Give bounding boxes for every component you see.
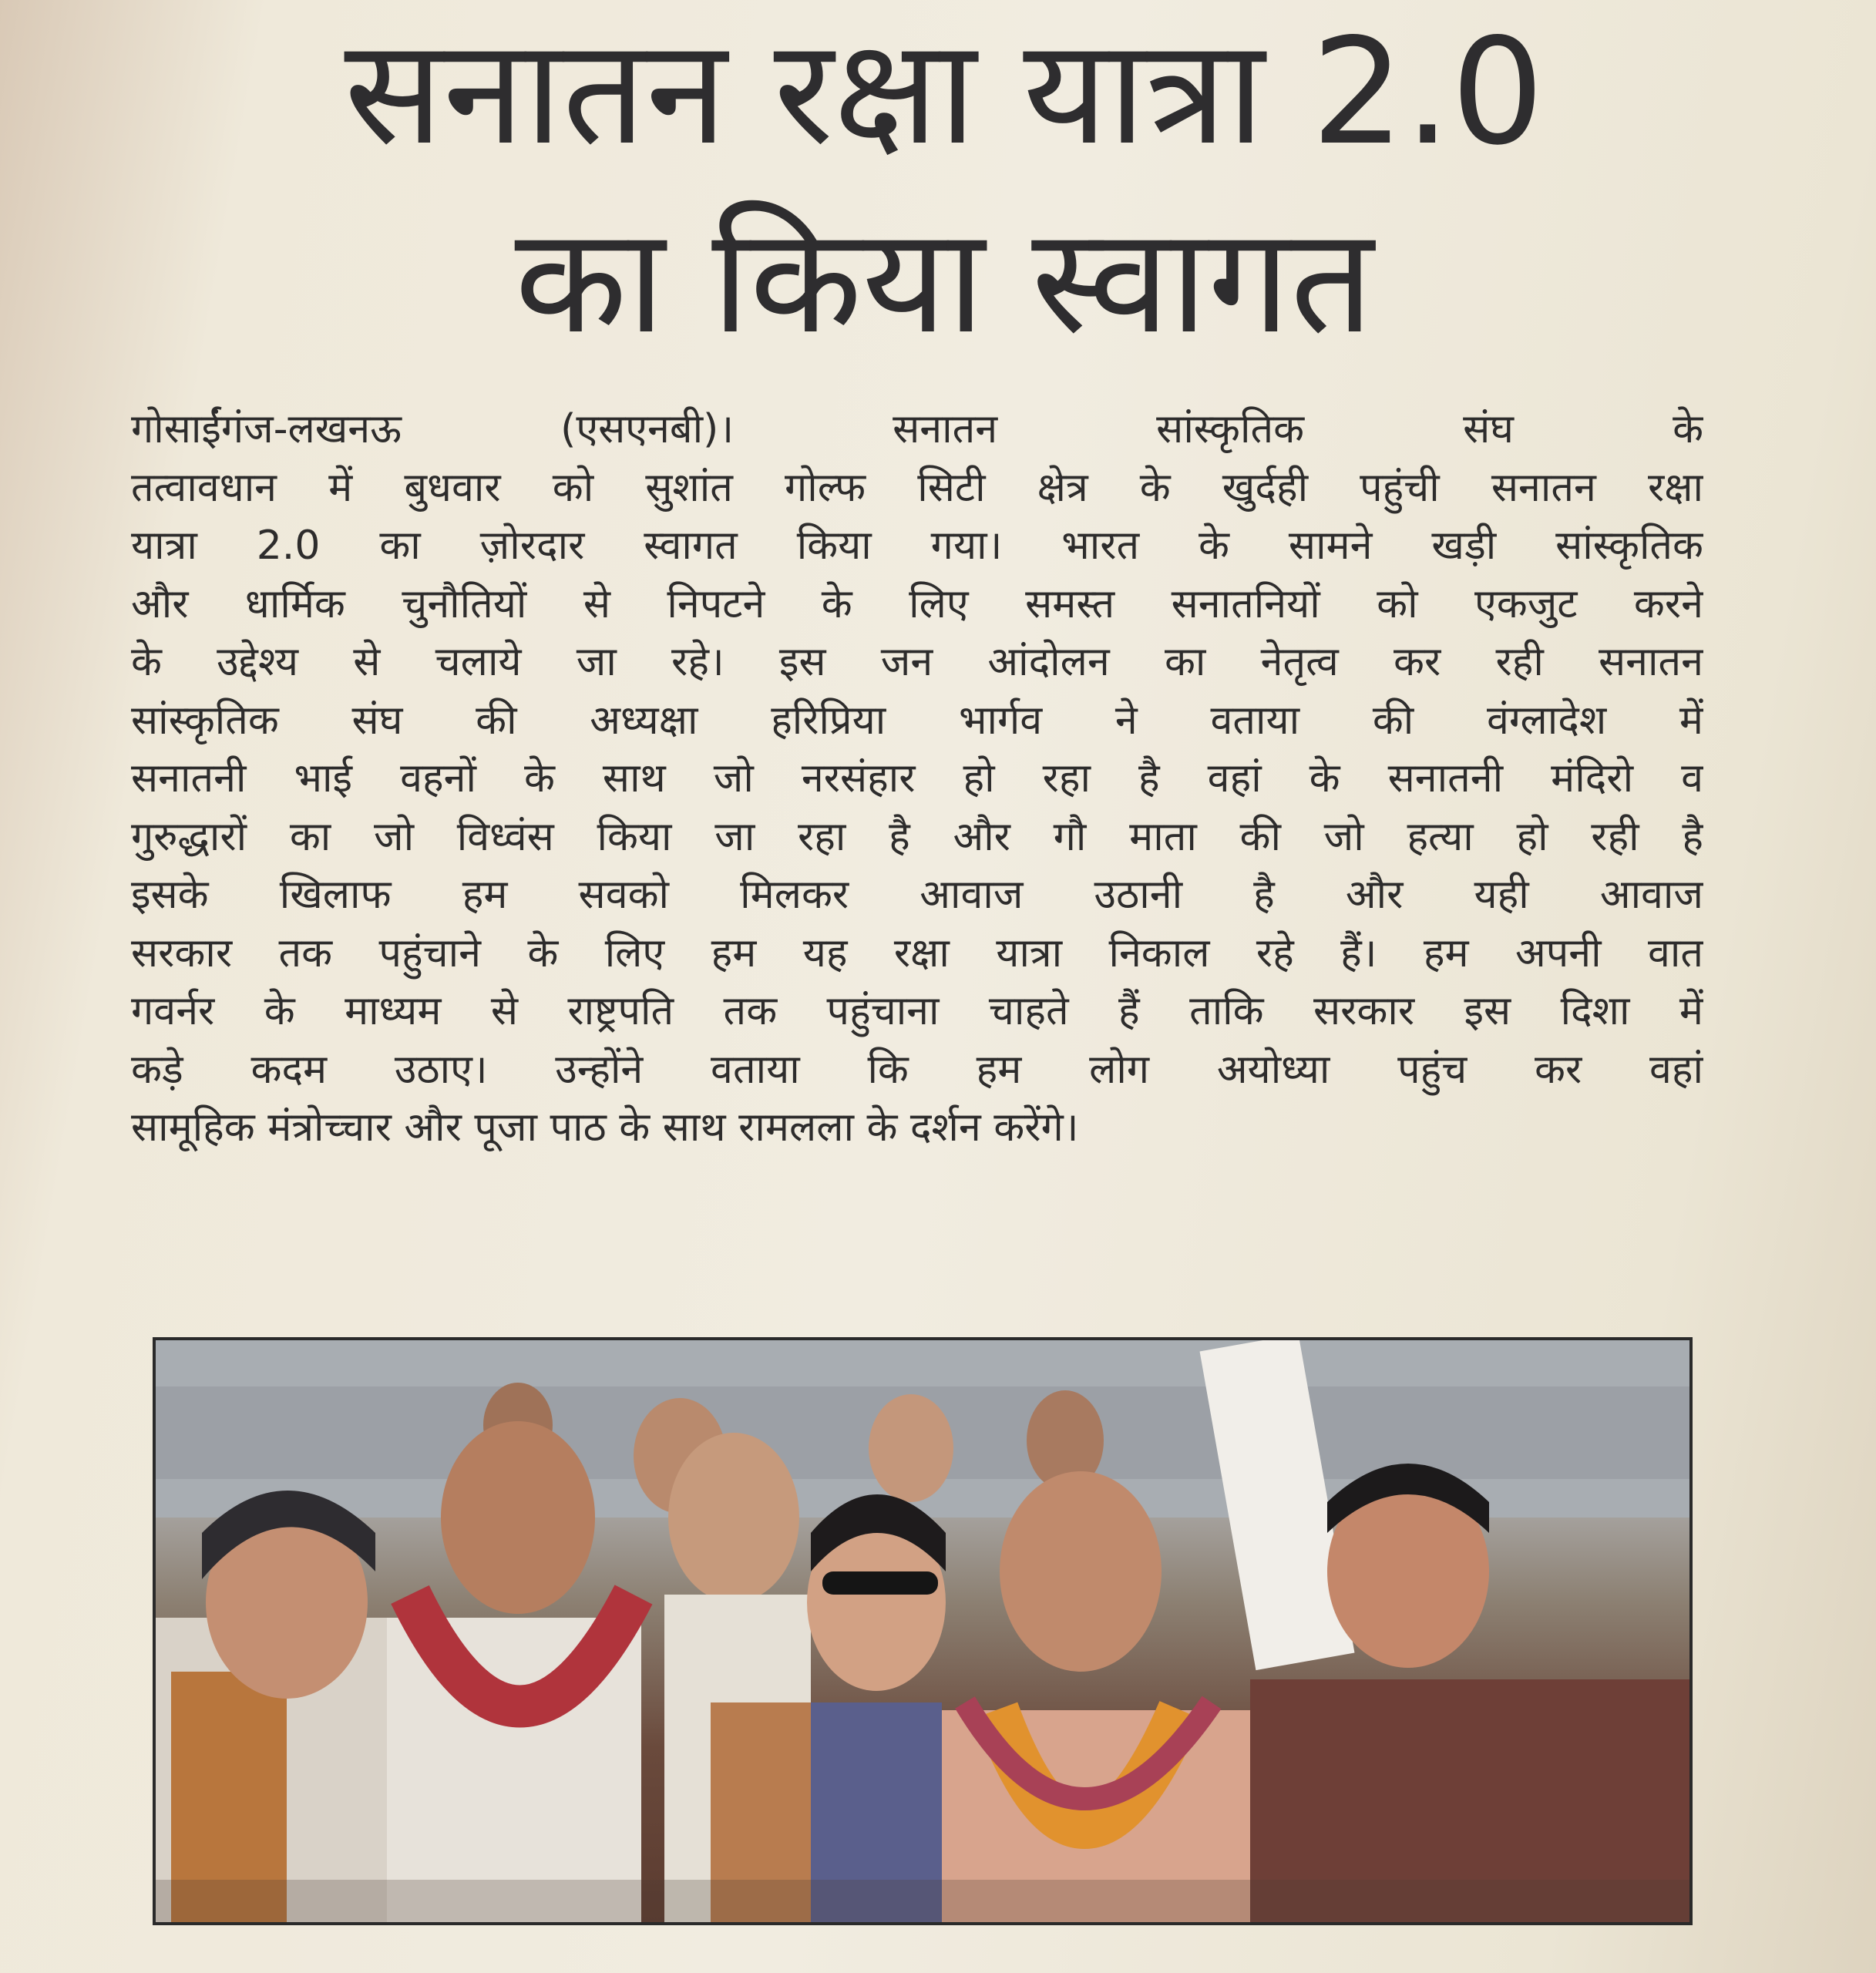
article-line: तत्वावधान में बुधवार को सुशांत गोल्फ सिटी क्षेत्र के खुर्दही पहुंची सनातन रक्षा [131,464,1703,511]
article-line: सांस्कृतिक संघ की अध्यक्षा हरिप्रिया भार्गव ने वताया की वंग्लादेश में [131,697,1703,744]
group-photo-icon [156,1340,1689,1922]
article-line: कड़े कदम उठाए। उन्होंने वताया कि हम लोग अयोध्या पहुंच कर वहां [131,1046,1703,1093]
news-photo [153,1337,1693,1925]
article-line: यात्रा 2.0 का ज़ोरदार स्वागत किया गया। भारत के सामने खड़ी सांस्कृतिक [131,523,1703,569]
article-line: गुरुद्धारों का जो विध्वंस किया जा रहा है और गौ माता की जो हत्या हो रही है [131,813,1703,860]
article-line: सनातनी भाई वहनों के साथ जो नरसंहार हो रहा है वहां के सनातनी मंदिरो व [131,755,1703,802]
headline-line-2: का किया स्वागत [514,196,1374,366]
article-line: गोसाईंगंज-लखनऊ (एसएनबी)। सनातन सांस्कृतिक संघ के [131,406,1703,452]
article-line: इसके खिलाफ हम सवको मिलकर आवाज उठानी है और यही आवाज [131,872,1703,918]
article-line: सामूहिक मंत्रोच्चार और पूजा पाठ के साथ रामलला के दर्शन करेंगे। [131,1104,1079,1151]
article-line: गवर्नर के माध्यम से राष्ट्रपति तक पहुंचाना चाहते हैं ताकि सरकार इस दिशा में [131,988,1703,1034]
article-line: और धार्मिक चुनौतियों से निपटने के लिए समस्त सनातनियों को एकजुट करने [131,580,1703,627]
headline-line-1: सनातन रक्षा यात्रा 2.0 [344,7,1545,177]
article-line: सरकार तक पहुंचाने के लिए हम यह रक्षा यात्रा निकाल रहे हैं। हम अपनी वात [131,929,1703,976]
article-body [131,401,1703,1310]
article-line: के उद्देश्य से चलाये जा रहे। इस जन आंदोलन का नेतृत्व कर रही सनातन [131,639,1703,685]
